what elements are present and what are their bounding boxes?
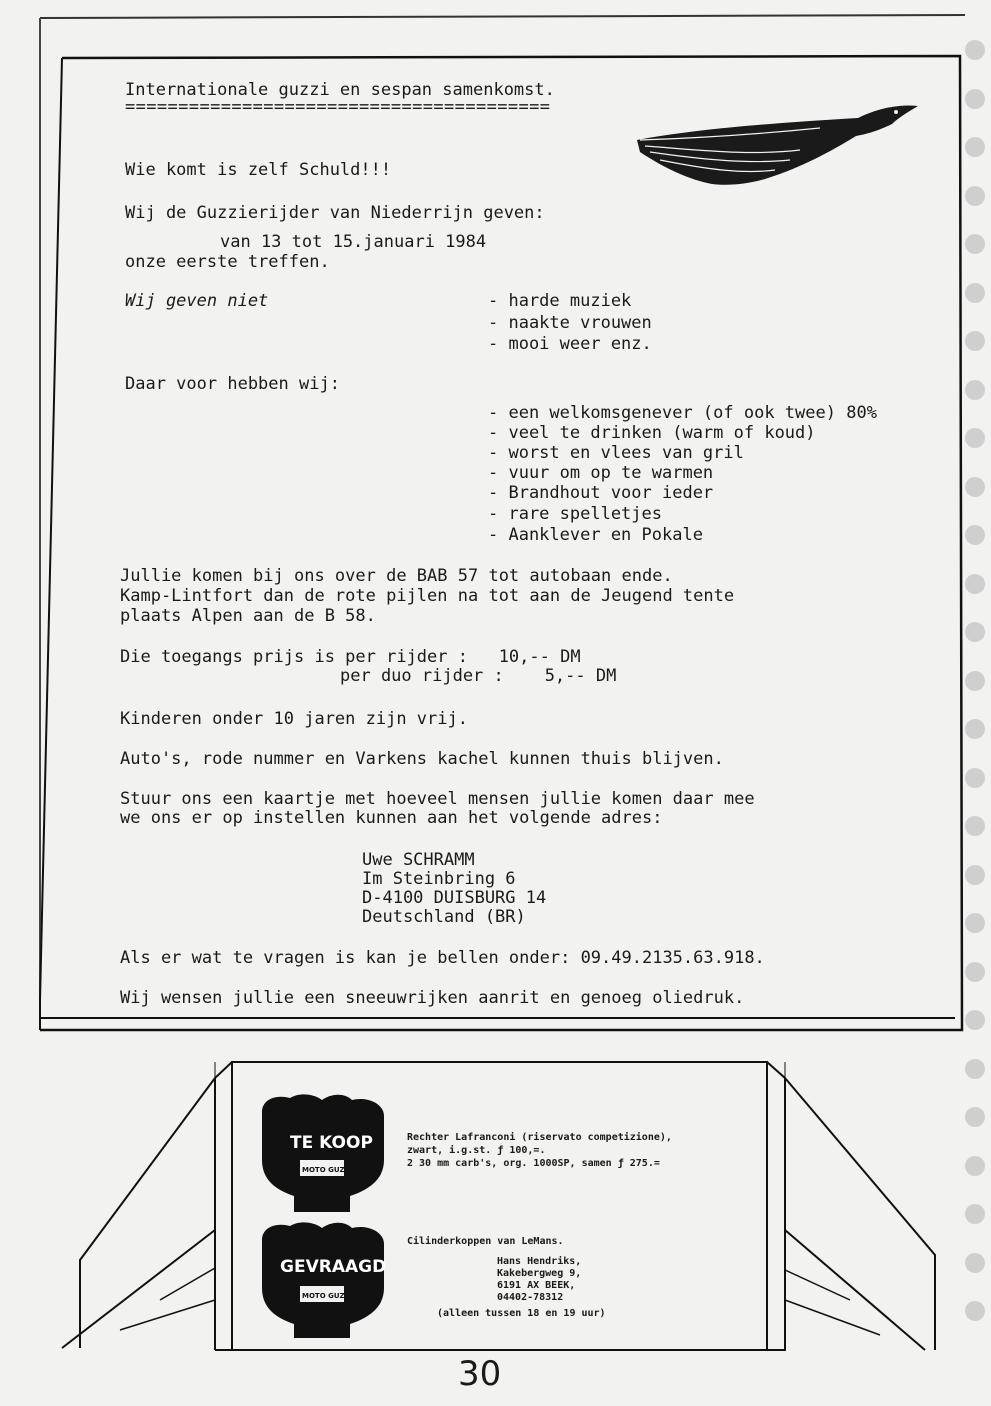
contact-line: Kakebergweg 9, — [497, 1268, 582, 1279]
not-item: - harde muziek — [488, 291, 632, 311]
title-underline: ======================================== — [125, 97, 551, 117]
eagle-logo — [637, 106, 918, 185]
route-line: Kamp-Lintfort dan de rote pijlen na tot aan de Jeugend tente — [120, 586, 735, 606]
address-line: Deutschland (BR) — [362, 907, 526, 927]
not-item: - mooi weer enz. — [488, 334, 652, 354]
have-item: - vuur om op te warmen — [488, 463, 714, 483]
have-item: - een welkomsgenever (of ook twee) 80% — [488, 403, 877, 423]
contact-line: 6191 AX BEEK, — [497, 1280, 576, 1291]
address-line: D-4100 DUISBURG 14 — [362, 888, 547, 908]
for-sale-badge: TE KOOP — [290, 1133, 373, 1153]
phone-line: Als er wat te vragen is kan je bellen onder: 09.49.2135.63.918. — [120, 948, 765, 968]
card-line: we ons er op instellen kunnen aan het volgende adres: — [120, 808, 663, 828]
intro-line-2: onze eerste treffen. — [125, 252, 330, 272]
address-line: Im Steinbring 6 — [362, 869, 516, 889]
price-rider: Die toegangs prijs is per rijder : 10,-- DM — [120, 647, 581, 667]
have-item: - Aanklever en Pokale — [488, 525, 703, 545]
wanted-badge-graphic — [262, 1222, 387, 1338]
wanted-badge-small: MOTO GUZZI — [302, 1292, 353, 1300]
wanted-text: Cilinderkoppen van LeMans. — [407, 1236, 564, 1247]
have-item: - rare spelletjes — [488, 504, 662, 524]
for-sale-text: Rechter Lafranconi (riservato competizione), — [407, 1132, 672, 1143]
for-sale-text: 2 30 mm carb's, org. 1000SP, samen ƒ 275.= — [407, 1158, 660, 1169]
for-sale-text: zwart, i.g.st. ƒ 100,=. — [407, 1145, 546, 1156]
have-label: Daar voor hebben wij: — [125, 374, 340, 394]
closing-line: Wij wensen jullie een sneeuwrijken aanrit en genoeg oliedruk. — [120, 988, 745, 1008]
article-title: Internationale guzzi en sespan samenkomst. — [125, 80, 555, 100]
stay-home-line: Auto's, rode nummer en Varkens kachel kunnen thuis blijven. — [120, 749, 724, 769]
have-item: - veel te drinken (warm of koud) — [488, 423, 816, 443]
not-label: Wij geven niet — [125, 291, 269, 311]
address-line: Uwe SCHRAMM — [362, 850, 475, 870]
binder-holes — [965, 40, 987, 1350]
have-item: - worst en vlees van gril — [488, 443, 744, 463]
contact-hours: (alleen tussen 18 en 19 uur) — [437, 1308, 606, 1319]
page-number: 30 — [458, 1354, 502, 1394]
route-line: plaats Alpen aan de B 58. — [120, 606, 376, 626]
contact-line: 04402-78312 — [497, 1292, 564, 1303]
for-sale-badge-graphic — [262, 1094, 384, 1212]
event-dates: van 13 tot 15.januari 1984 — [220, 232, 487, 252]
for-sale-badge-small: MOTO GUZZI — [302, 1166, 353, 1174]
route-line: Jullie komen bij ons over de BAB 57 tot autobaan ende. — [120, 566, 673, 586]
intro-line: Wie komt is zelf Schuld!!! — [125, 160, 392, 180]
have-item: - Brandhout voor ieder — [488, 483, 714, 503]
kids-line: Kinderen onder 10 jaren zijn vrij. — [120, 709, 468, 729]
card-line: Stuur ons een kaartje met hoeveel mensen jullie komen daar mee — [120, 789, 755, 809]
contact-line: Hans Hendriks, — [497, 1256, 582, 1267]
price-duo: per duo rijder : 5,-- DM — [340, 666, 617, 686]
wanted-badge: GEVRAAGD — [280, 1257, 387, 1277]
intro-line-1: Wij de Guzzierijder van Niederrijn geven: — [125, 203, 545, 223]
not-item: - naakte vrouwen — [488, 313, 652, 333]
